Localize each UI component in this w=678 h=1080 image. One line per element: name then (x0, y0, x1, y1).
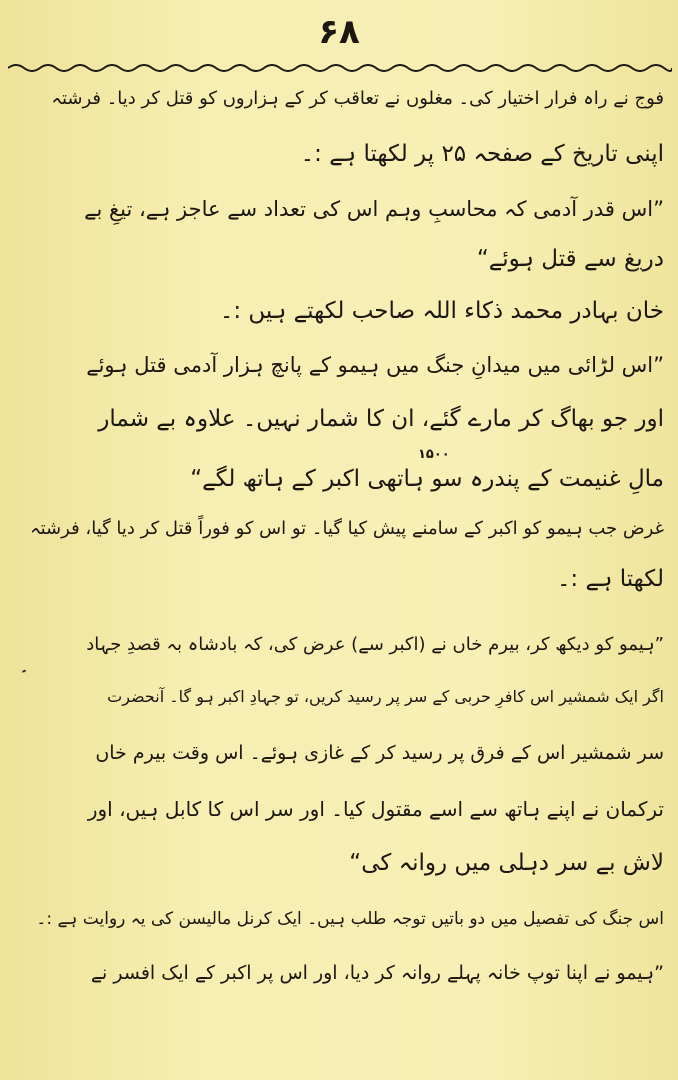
text-line-3: ”اس قدر آدمی کہ محاسبِ وہم اس کی تعداد سے عاجز ہے، تیغِ بے (84, 197, 664, 221)
text-line-9: غرض جب ہیمو کو اکبر کے سامنے پیش کیا گیا۔ تو اس کو فوراً قتل کر دیا گیا، فرشتہ (30, 518, 664, 539)
text-line-5: خان بہادر محمد ذکاء اللہ صاحب لکھتے ہیں :۔ (219, 298, 664, 324)
wavy-rule (8, 62, 672, 74)
numeral-annotation: ۱۵۰۰ (418, 447, 450, 462)
text-line-12: اگر ایک شمشیر اس کافرِ حربی کے سر پر رسید کریں، تو جہادِ اکبر ہو گا۔ آنحضرت (107, 687, 664, 706)
text-line-13: سر شمشیر اس کے فرق پر رسید کر کے غازی ہوئے۔ اس وقت بیرم خاں (95, 742, 664, 764)
text-line-7: اور جو بھاگ کر مارے گئے، ان کا شمار نہیں۔ علاوہ بے شمار (98, 406, 664, 432)
text-line-1: فوج نے راہ فرار اختیار کی۔ مغلوں نے تعاقب کر کے ہزاروں کو قتل کر دیا۔ فرشتہ (51, 88, 664, 109)
text-line-8: مالِ غنیمت کے پندرہ سو ہاتھی اکبر کے ہاتھ لگے“ (190, 466, 664, 492)
text-line-11: ”ہیمو کو دیکھ کر، بیرم خاں نے (اکبر سے) عرض کی، کہ بادشاہ بہ قصدِ جہاد (86, 634, 664, 655)
page-number: ۶۸ (318, 12, 360, 52)
text-line-10: لکھتا ہے :۔ (556, 566, 664, 592)
text-line-2: اپنی تاریخ کے صفحہ ۲۵ پر لکھتا ہے :۔ (300, 141, 664, 167)
text-line-15: لاش بے سر دہلی میں روانہ کی“ (349, 850, 664, 876)
text-line-6: ”اس لڑائی میں میدانِ جنگ میں ہیمو کے پانچ ہزار آدمی قتل ہوئے (86, 353, 664, 377)
text-line-14: ترکمان نے اپنے ہاتھ سے اسے مقتول کیا۔ اور سر اس کا کابل ہیں، اور (87, 797, 664, 821)
text-line-4: دریغ سے قتل ہوئے“ (476, 246, 664, 272)
text-line-17: ”ہیمو نے اپنا توپ خانہ پہلے روانہ کر دیا، اور اس پر اکبر کے ایک افسر نے (90, 962, 664, 984)
text-line-16: اس جنگ کی تفصیل میں دو باتیں توجہ طلب ہیں۔ ایک کرنل مالیسن کی یہ روایت ہے :۔ (36, 909, 664, 929)
